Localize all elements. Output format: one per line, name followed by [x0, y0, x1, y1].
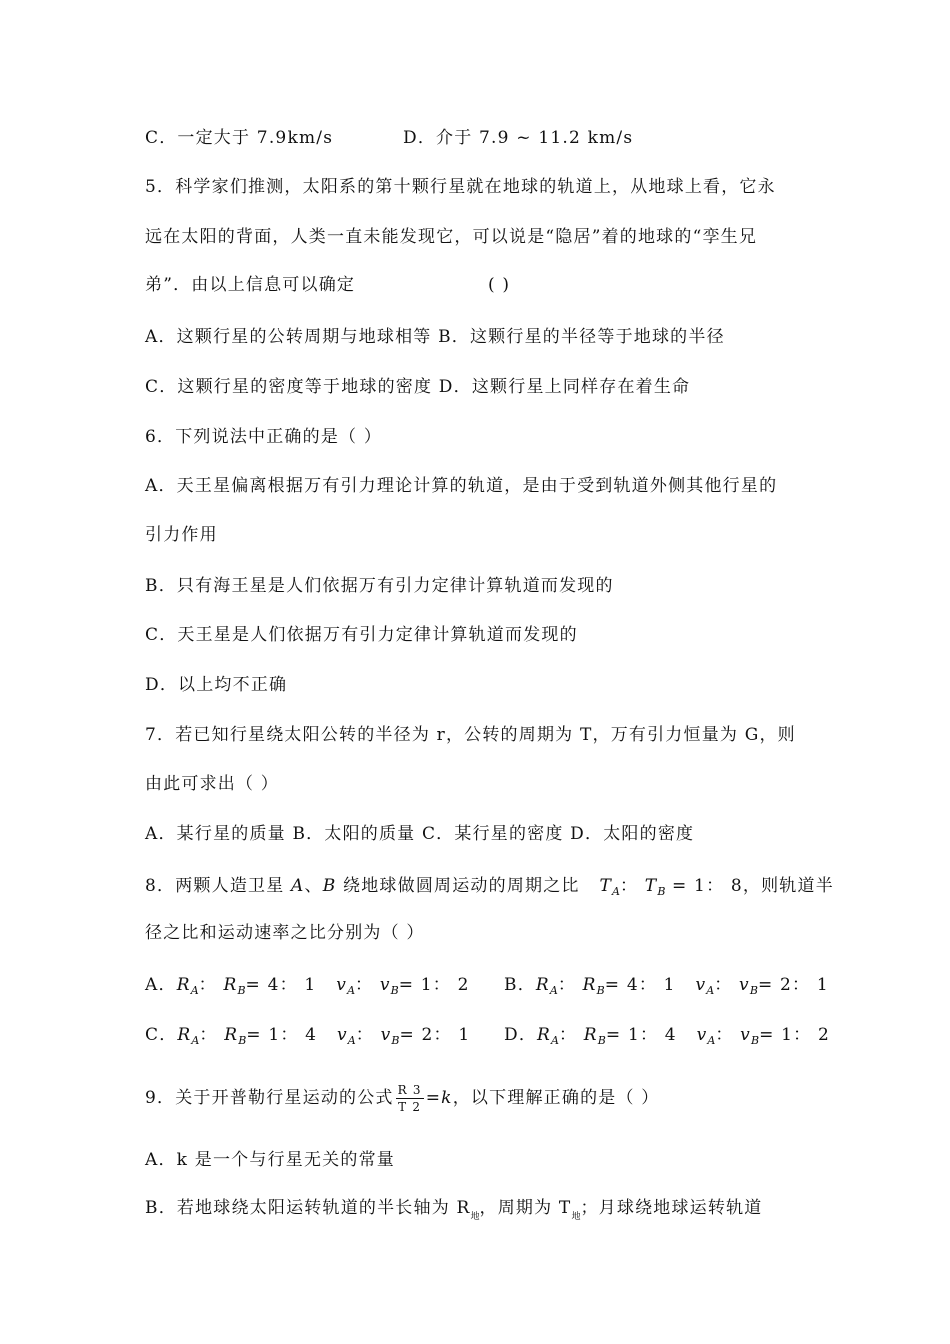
- kepler-formula-fraction: [396, 1082, 424, 1115]
- q9-option-b: B．若地球绕太阳运转轨道的半长轴为 $R_地$，周期为 $T_地$；月球绕地球运转轨道: [145, 1198, 763, 1222]
- q8-ratio-eq: = 1： 8，则轨道半: [665, 876, 834, 896]
- q8-stem-line-2: 径之比和运动速率之比分别为（ ）: [145, 923, 425, 943]
- q8-sat-a: A: [291, 876, 305, 896]
- sub-earth-1: 地: [470, 1212, 480, 1222]
- q5-answer-blank: ( ): [488, 275, 511, 295]
- fraction-numerator: R 3: [397, 1083, 422, 1097]
- q8-sat-b: B: [322, 876, 337, 896]
- q8-stem-post: 绕地球做圆周运动的周期之比: [336, 876, 580, 896]
- q8-stem-pre: 8．两颗人造卫星: [145, 876, 292, 896]
- q8-tb-sub: B: [657, 885, 666, 898]
- q8-option-d: D．$R_A$： $R_B= 1$： 4 $v_A$： $v_B= 1$： 2: [504, 1025, 830, 1047]
- q8-stem-line-1: [145, 874, 834, 904]
- q6-option-b: B．只有海王星是人们依据万有引力定律计算轨道而发现的: [145, 576, 614, 596]
- q6-option-a-line-1: A．天王星偏离根据万有引力理论计算的轨道，是由于受到轨道外侧其他行星的: [145, 476, 778, 496]
- q6-option-c: C．天王星是人们依据万有引力定律计算轨道而发现的: [145, 625, 578, 645]
- q8-option-b: B．$R_A$： $R_B= 4$： 1 $v_A$： $v_B= 2$： 1: [504, 975, 829, 997]
- q8-ratio-colon: ：: [619, 876, 645, 896]
- q8-option-a: A．$R_A$： $R_B= 4$： 1 $v_A$： $v_B= 1$： 2: [145, 975, 470, 997]
- q4-option-d: D．介于 7.9 ~ 11.2 km/s: [403, 128, 634, 148]
- q8-ta-sub: A: [612, 885, 620, 898]
- q6-option-d: D．以上均不正确: [145, 675, 288, 695]
- q9-stem: [145, 1082, 660, 1115]
- q4-option-c: C．一定大于 7.9km/s: [145, 128, 334, 148]
- q5-options-ab: A．这颗行星的公转周期与地球相等 B．这颗行星的半径等于地球的半径: [145, 327, 725, 347]
- q6-option-a-line-2: 引力作用: [145, 525, 218, 545]
- q9-equals: =: [425, 1088, 442, 1108]
- q5-line-3: 弟”．由以上信息可以确定: [145, 275, 356, 295]
- q7-options: A．某行星的质量 B．太阳的质量 C．某行星的密度 D．太阳的密度: [145, 824, 695, 844]
- q7-stem-line-2: 由此可求出（ ）: [145, 774, 280, 794]
- sub-earth-2: 地: [571, 1212, 581, 1222]
- q5-line-2: 远在太阳的背面，人类一直未能发现它，可以说是“隐居”着的地球的“孪生兄: [145, 227, 758, 247]
- q5-options-cd: C．这颗行星的密度等于地球的密度 D．这颗行星上同样存在着生命: [145, 377, 691, 397]
- q6-stem: 6．下列说法中正确的是（ ）: [145, 427, 383, 447]
- q8-tb: T: [644, 876, 658, 896]
- q5-line-1: 5．科学家们推测，太阳系的第十颗行星就在地球的轨道上，从地球上看，它永: [145, 177, 776, 197]
- q8-option-c: C．$R_A$： $R_B= 1$： 4 $v_A$： $v_B= 2$： 1: [145, 1025, 471, 1047]
- q9-k: k: [441, 1088, 453, 1108]
- q8-sep: 、: [304, 876, 323, 896]
- q8-ta: T: [599, 876, 612, 896]
- q7-stem-line-1: 7．若已知行星绕太阳公转的半径为 r，公转的周期为 T，万有引力恒量为 G，则: [145, 725, 796, 745]
- q9-stem-pre: 9．关于开普勒行星运动的公式: [145, 1088, 394, 1108]
- fraction-denominator: T 2: [398, 1100, 422, 1114]
- q9-option-a: A．k 是一个与行星无关的常量: [145, 1150, 395, 1170]
- q9-stem-tail: ，以下理解正确的是（ ）: [452, 1088, 660, 1108]
